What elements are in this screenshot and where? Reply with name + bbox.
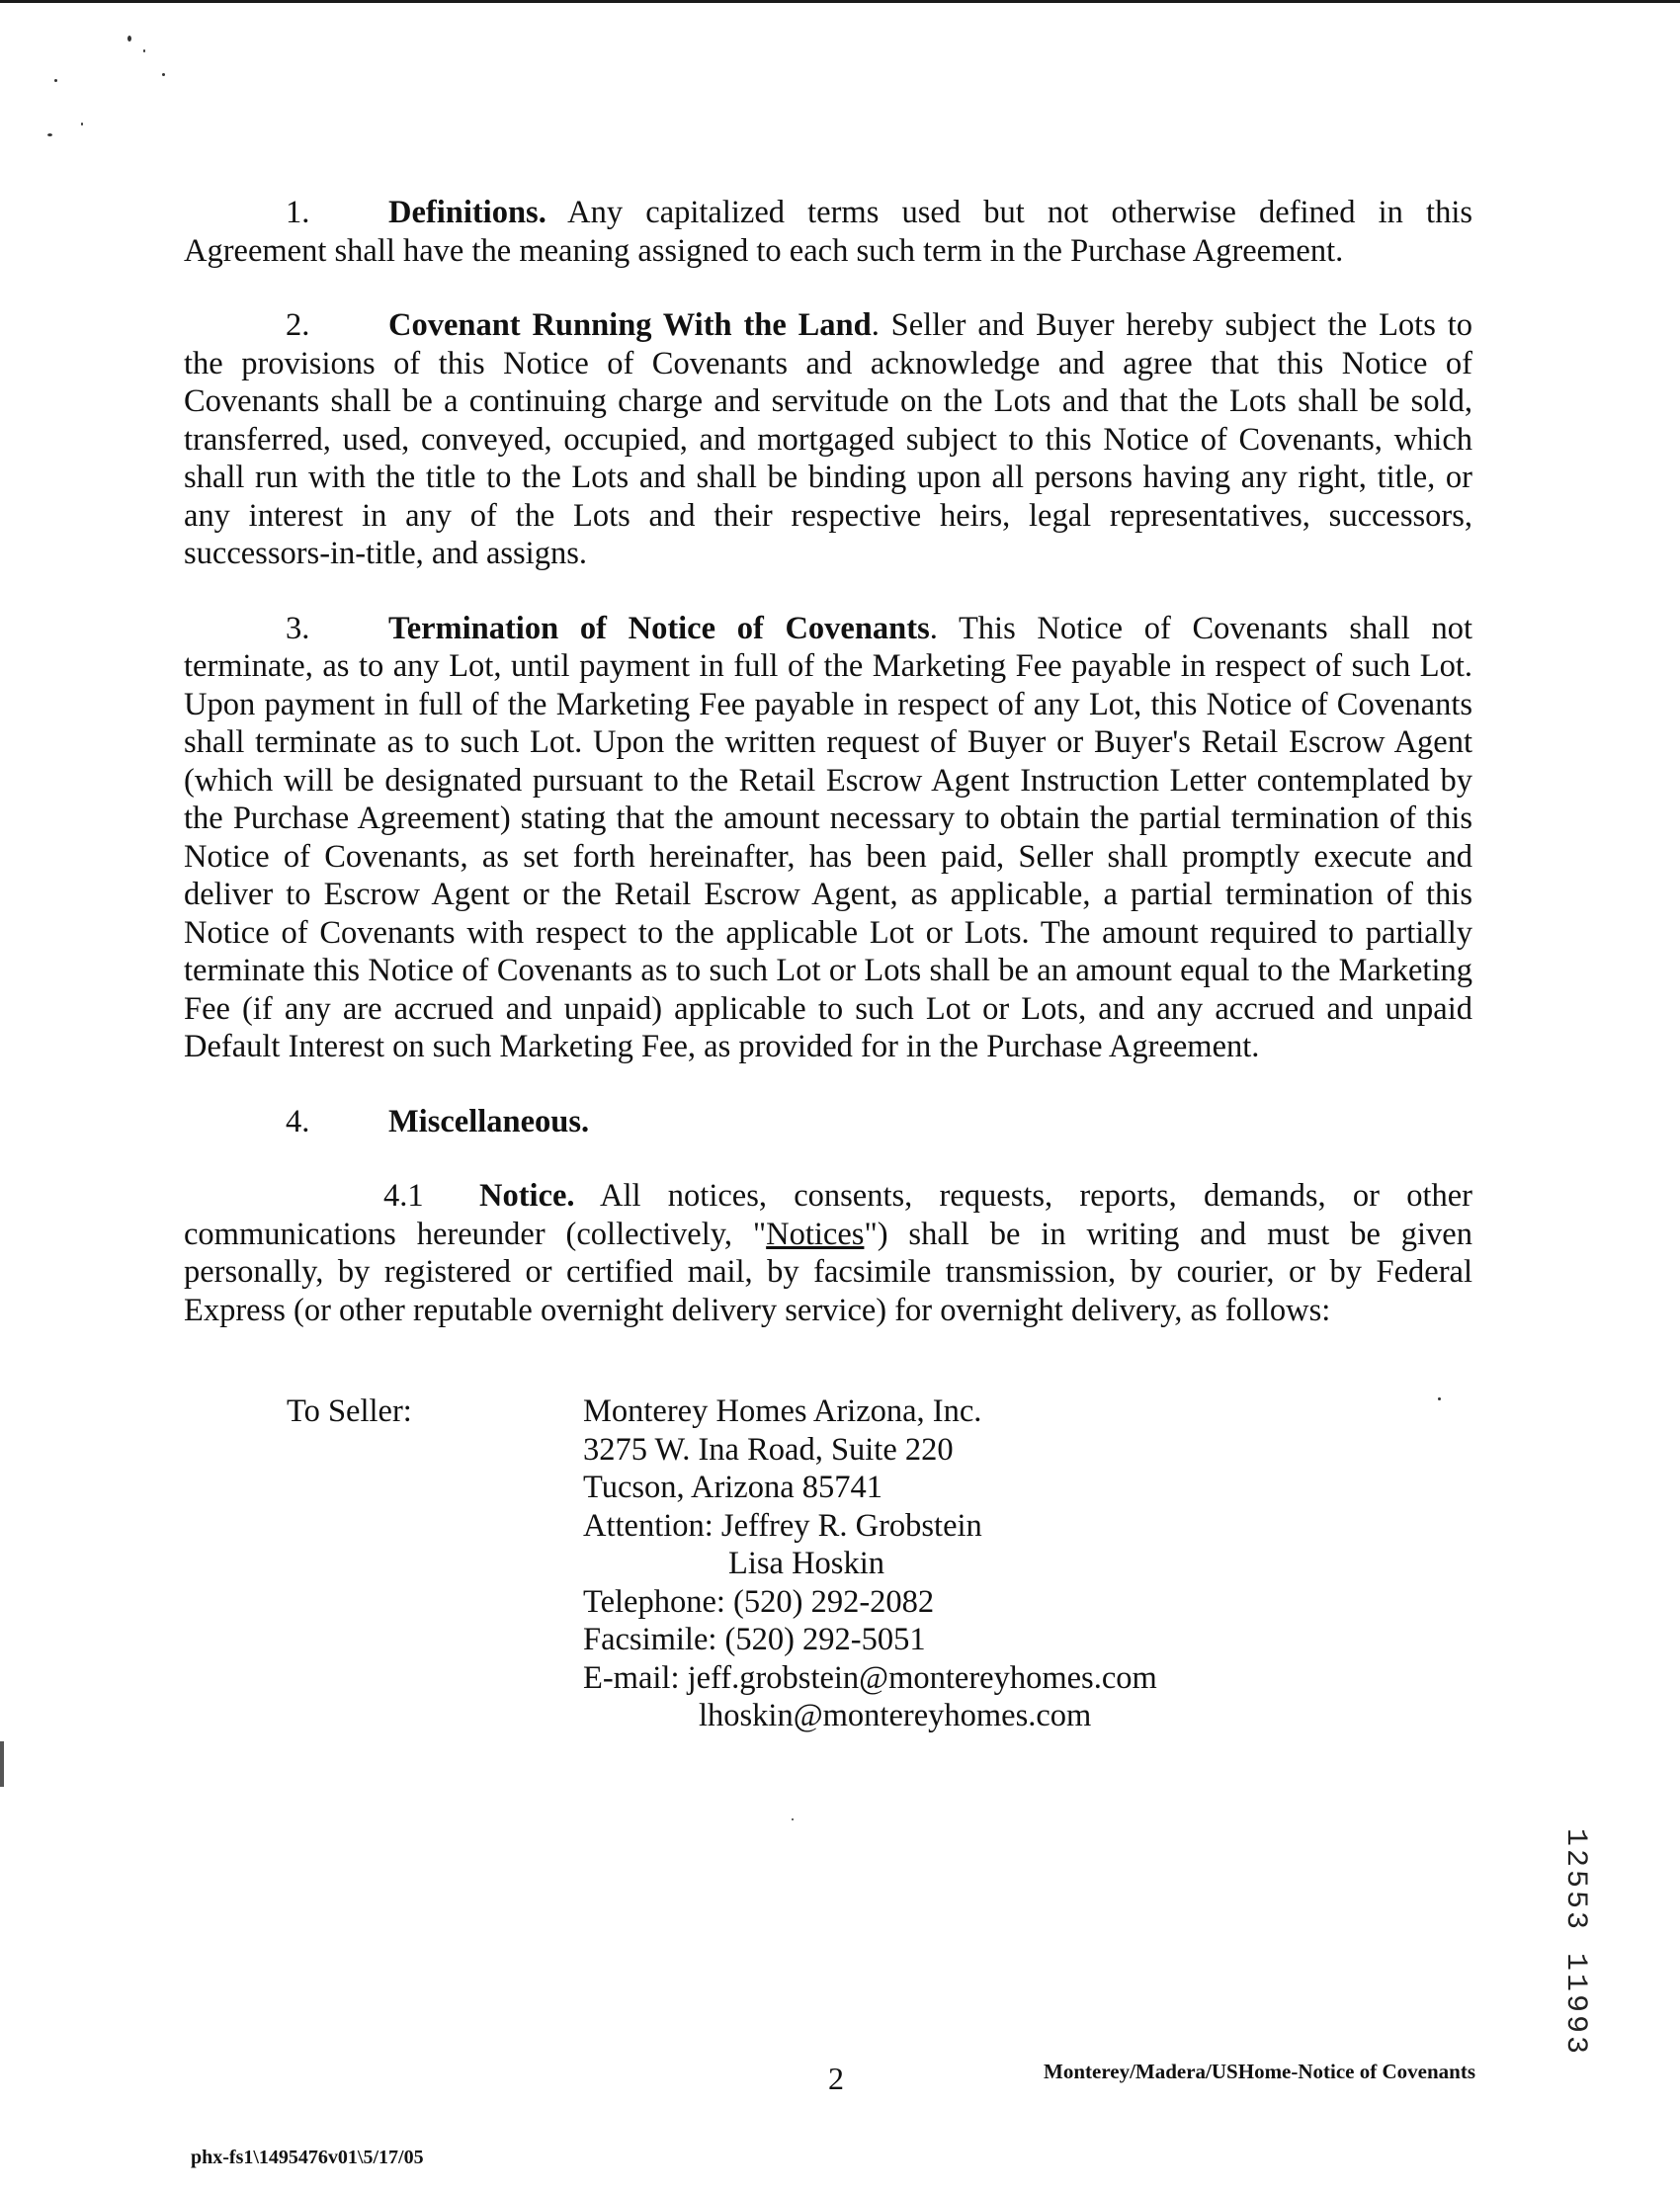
- scan-speck: [54, 79, 57, 82]
- scan-speck: [81, 123, 83, 126]
- seller-city: Tucson, Arizona 85741: [583, 1470, 883, 1505]
- seller-street: 3275 W. Ina Road, Suite 220: [583, 1431, 954, 1468]
- section-number: 2.: [286, 307, 310, 343]
- scan-top-border: [0, 0, 1680, 3]
- seller-attention-2: Lisa Hoskin: [728, 1546, 884, 1581]
- scan-speck: [143, 49, 145, 52]
- section-text: Seller and Buyer hereby subject the Lots to the provisions of this Notice of Covenants and acknowledge and agree that this Notice of Covenants shall be a continuing charge and servitude on the Lots and that the Lots shall be sold, transferred, used, conveyed, occupied, and mortgaged subject to this Notice of Covenants, which shall run with the title to the Lots and shall be binding upon all persons having any right, title, or any interest in any of the Lots and their respective heirs, legal representatives, successors, successors-in-title, and assigns.: [184, 307, 1472, 571]
- seller-address-block: [583, 1392, 1157, 1735]
- section-covenant-running: [184, 306, 1472, 573]
- scan-speck: [162, 73, 165, 76]
- subsection-notice: [184, 1177, 1472, 1329]
- section-heading: Miscellaneous: [388, 1103, 581, 1139]
- footer-document-title: Monterey/Madera/USHome-Notice of Covenants: [1044, 2060, 1476, 2083]
- section-heading-period: .: [580, 1103, 590, 1139]
- scan-speck: [47, 133, 52, 136]
- section-number: 3.: [286, 610, 310, 646]
- scan-margin-mark: [0, 1741, 4, 1787]
- subsection-text: ") shall be in writing and must be given personally, by registered or certified mail, by facsimile transmission, by courier, or by Federal Express (or other reputable overnight delivery service) for overnight delivery, as follows:: [184, 1216, 1472, 1328]
- section-heading-period: .: [538, 195, 546, 230]
- footer-document-id: phx-fs1\1495476v01\5/17/05: [191, 2147, 424, 2168]
- section-miscellaneous: [184, 1103, 1472, 1141]
- section-text: This Notice of Covenants shall not terminate, as to any Lot, until payment in full of the Marketing Fee payable in respect of such Lot. Upon payment in full of the Marketing Fee payable in respect of any Lot, this Notice of Covenants shall terminate as to such Lot. Upon the written request of Buyer or Buyer's Retail Escrow Agent (which will be designated pursuant to the Retail Escrow Agent Instruction Letter contemplated by the Purchase Agreement) stating that the amount necessary to obtain the partial termination of this Notice of Covenants, as set forth hereinafter, has been paid, Seller shall promptly execute and deliver to Escrow Agent or the Retail Escrow Agent, as applicable, a partial termination of this Notice of Covenants with respect to the applicable Lot or Lots. The amount required to partially terminate this Notice of Covenants as to such Lot or Lots shall be an amount equal to the Marketing Fee (if any are accrued and unpaid) applicable to such Lot or Lots, and any accrued and unpaid Default Interest on such Marketing Fee, as provided for in the Purchase Agreement.: [184, 610, 1472, 1064]
- section-heading-period: .: [929, 610, 938, 646]
- section-number: 1.: [286, 195, 310, 230]
- section-heading: Termination of Notice of Covenants: [388, 610, 930, 646]
- section-text: Any capitalized terms used but not otherwise defined in this Agreement shall have the meaning assigned to each such term in the Purchase Agreement.: [184, 195, 1472, 269]
- section-termination: [184, 610, 1472, 1066]
- recording-number-text: 12553 11993: [1558, 1828, 1592, 2058]
- subsection-heading: Notice.: [479, 1178, 575, 1214]
- seller-email: E-mail: jeff.grobstein@montereyhomes.com: [583, 1659, 1157, 1696]
- to-seller-label: To Seller:: [287, 1393, 412, 1429]
- document-body: [184, 194, 1472, 1366]
- subsection-number: 4.1: [383, 1178, 424, 1214]
- section-heading: Covenant Running With the Land: [388, 307, 872, 343]
- defined-term-notices: Notices: [766, 1216, 865, 1252]
- scan-speck: [127, 36, 131, 42]
- section-definitions: [184, 194, 1472, 270]
- subsection-text: All notices, consents, requests, reports, demands, or other communications hereunder (collectively, ": [184, 1178, 1472, 1252]
- section-heading: Definitions: [388, 195, 539, 230]
- section-heading-period: .: [871, 307, 880, 343]
- section-number: 4.: [286, 1103, 310, 1139]
- seller-facsimile: Facsimile: (520) 292-5051: [583, 1622, 926, 1657]
- recording-number-stamp: [1558, 1828, 1592, 2058]
- page-number: 2: [828, 2061, 844, 2096]
- seller-email-2: lhoskin@montereyhomes.com: [699, 1698, 1092, 1733]
- seller-attention: Attention: Jeffrey R. Grobstein: [583, 1507, 982, 1544]
- scan-speck: [792, 1818, 794, 1820]
- scan-speck: [1438, 1397, 1441, 1400]
- seller-company: Monterey Homes Arizona, Inc.: [583, 1393, 982, 1429]
- seller-telephone: Telephone: (520) 292-2082: [583, 1583, 935, 1620]
